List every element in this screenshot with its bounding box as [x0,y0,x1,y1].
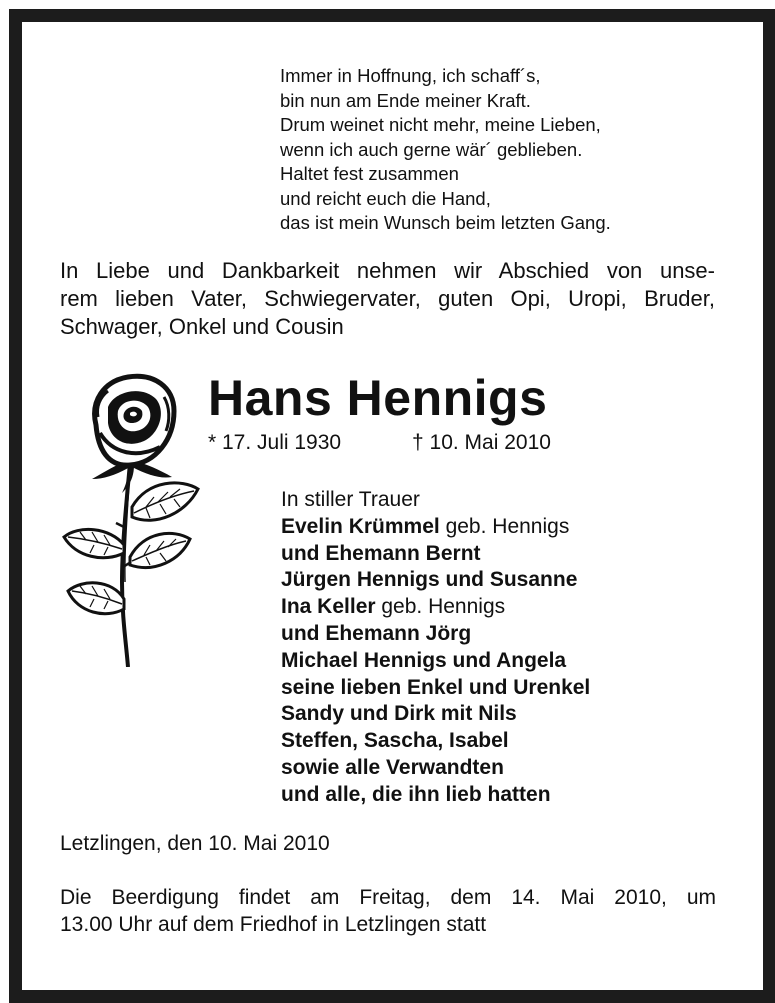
poem-line: das ist mein Wunsch beim letzten Gang. [280,212,611,233]
obituary-notice [9,9,775,1003]
list-item [281,594,590,621]
list-item: sowie alle Verwandten [281,755,504,779]
poem-line: und reicht euch die Hand, [280,187,491,209]
poem-line: wenn ich auch gerne wär´ geblieben. [280,138,583,160]
list-item [281,514,590,541]
intro-line: Schwager, Onkel und Cousin [60,314,344,339]
list-item: Sandy und Dirk mit Nils [281,702,517,726]
list-item: und Ehemann Bernt [281,541,481,565]
intro-line: rem lieben Vater, Schwiegervater, guten Opi, Uropi, Bruder, [60,286,715,311]
mourner-name: Ina Keller [281,595,376,619]
rose-illustration-icon [56,367,206,667]
list-item: und Ehemann Jörg [281,621,472,645]
mourner-name: Evelin Krümmel [281,514,440,538]
list-item: Michael Hennigs und Angela [281,648,567,672]
poem-line: Haltet fest zusammen [280,163,459,184]
poem-line: Drum weinet nicht mehr, meine Lieben, [280,114,601,135]
mourner-suffix: geb. Hennigs [375,595,506,619]
list-item: Steffen, Sascha, Isabel [281,729,509,753]
poem-line: bin nun am Ende meiner Kraft. [280,89,531,111]
funeral-line: 13.00 Uhr auf dem Friedhof in Letzlingen statt [60,913,487,936]
funeral-notice [60,884,716,938]
intro-paragraph [60,257,715,341]
place-date: Letzlingen, den 10. Mai 2010 [60,832,330,855]
list-item: Jürgen Hennigs und Susanne [281,568,578,592]
list-item: und alle, die ihn lieb hatten [281,782,551,806]
poem [280,64,611,236]
mourners-list [281,487,590,809]
death-date: † 10. Mai 2010 [412,431,551,454]
mourner-suffix: geb. Hennigs [439,514,570,538]
funeral-line: Die Beerdigung findet am Freitag, dem 14. Mai 2010, um [60,886,716,909]
list-item: seine lieben Enkel und Urenkel [281,675,591,699]
mourners-heading: In stiller Trauer [281,488,420,511]
intro-line: In Liebe und Dankbarkeit nehmen wir Abschied von unse- [60,258,715,283]
deceased-name: Hans Hennigs [208,370,548,426]
poem-line: Immer in Hoffnung, ich schaff´s, [280,65,541,86]
birth-date: * 17. Juli 1930 [208,431,342,454]
